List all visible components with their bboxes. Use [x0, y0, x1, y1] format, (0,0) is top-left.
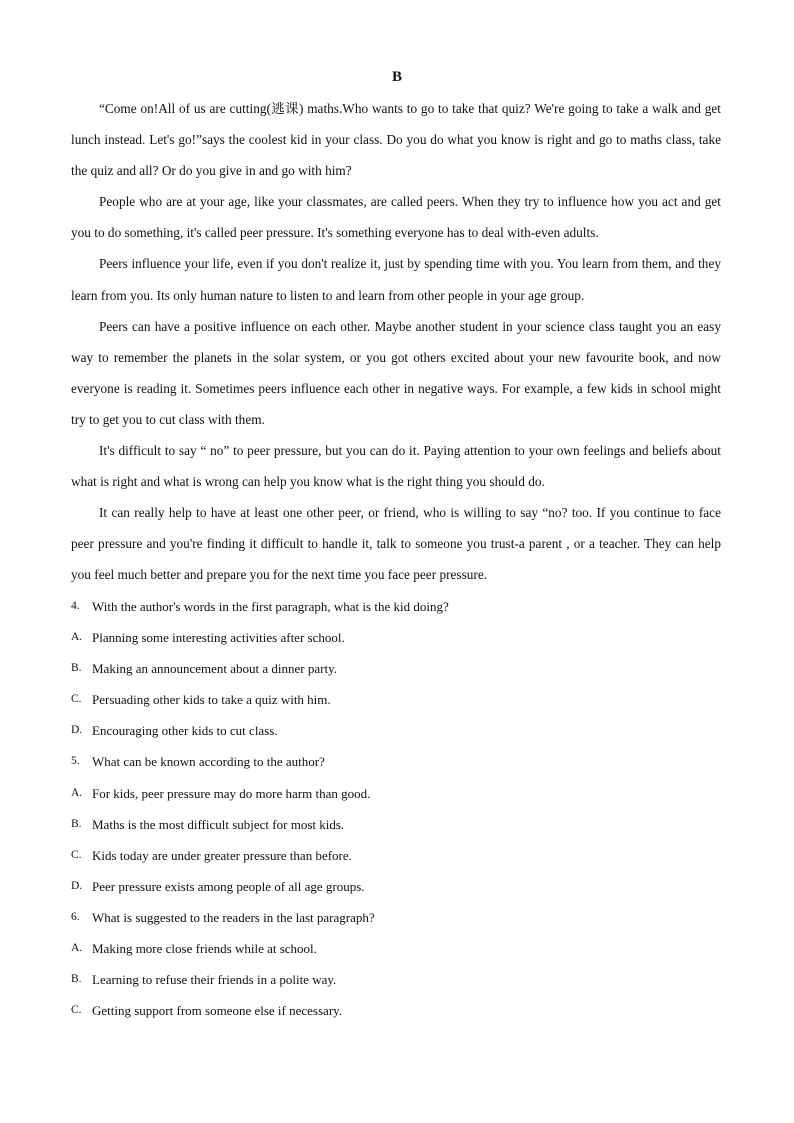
option-label: A. — [71, 942, 83, 955]
option-text: Making more close friends while at school. — [92, 941, 317, 957]
option-label: A. — [71, 786, 83, 799]
passage-paragraph-4: Peers can have a positive influence on each other. Maybe another student in your science class taught you an easy way to remember the planets in the solar system, or you got others excited about your new favourite book, and now everyone is reading it. Sometimes peers influence each other in negative ways. For example, a few kids in school might try to get you to cut class with them. — [71, 318, 721, 427]
reading-passage — [71, 93, 721, 591]
option-text: For kids, peer pressure may do more harm than good. — [92, 785, 371, 801]
question-5-option-a — [71, 778, 721, 809]
question-5-option-d — [71, 871, 721, 902]
option-text: Planning some interesting activities after school. — [92, 630, 345, 646]
question-list — [71, 591, 721, 1026]
option-label: B. — [71, 973, 82, 986]
option-text: Persuading other kids to take a quiz with him. — [92, 692, 331, 708]
question-text: What is suggested to the readers in the last paragraph? — [92, 909, 375, 925]
option-label: D. — [71, 879, 83, 892]
question-5-option-b — [71, 809, 721, 840]
option-text: Encouraging other kids to cut class. — [92, 723, 278, 739]
question-5-option-c — [71, 840, 721, 871]
question-4-stem — [71, 591, 721, 622]
passage-paragraph-2: People who are at your age, like your classmates, are called peers. When they try to influence how you act and get you to do something, it's called peer pressure. It's something everyone has to deal with-even adults. — [71, 194, 721, 241]
passage-paragraph-1: “Come on!All of us are cutting(逃课) maths.Who wants to go to take that quiz? We're going to take a walk and get lunch instead. Let's go!”says the coolest kid in your class. Do you do what you know is right and go to maths class, take the quiz and all? Or do you give in and go with him? — [71, 101, 721, 179]
option-label: C. — [71, 848, 82, 861]
option-label: A. — [71, 631, 83, 644]
question-4-option-a — [71, 622, 721, 653]
question-text: What can be known according to the author? — [92, 754, 325, 770]
passage-paragraph-3: Peers influence your life, even if you don't realize it, just by spending time with you. You learn from them, and they learn from you. Its only human nature to listen to and learn from other people in your age group. — [71, 256, 721, 303]
passage-paragraph-6: It can really help to have at least one other peer, or friend, who is willing to say “no? too. If you continue to face peer pressure and you're finding it difficult to handle it, talk to someone you trust-a parent , or a teacher. They can help you feel much better and prepare you for the next time you face peer pressure. — [71, 505, 721, 583]
question-number: 6. — [71, 910, 80, 923]
option-label: D. — [71, 724, 83, 737]
question-text: With the author's words in the first paragraph, what is the kid doing? — [92, 599, 449, 614]
question-6-option-a — [71, 933, 721, 964]
option-text: Maths is the most difficult subject for most kids. — [92, 816, 345, 832]
option-label: B. — [71, 817, 82, 830]
question-5-stem — [71, 746, 721, 777]
option-text: Peer pressure exists among people of all age groups. — [92, 878, 365, 894]
passage-paragraph-5: It's difficult to say “ no” to peer pressure, but you can do it. Paying attention to your own feelings and beliefs about what is right and what is wrong can help you know what is the right thing you should do. — [71, 443, 721, 490]
question-4-option-c — [71, 684, 721, 715]
option-label: C. — [71, 693, 82, 706]
question-6-stem — [71, 902, 721, 933]
option-label: C. — [71, 1004, 82, 1017]
question-6-option-c — [71, 995, 721, 1026]
option-label: B. — [71, 662, 82, 675]
option-text: Learning to refuse their friends in a polite way. — [92, 972, 337, 988]
question-4-option-d — [71, 715, 721, 746]
option-text: Getting support from someone else if necessary. — [92, 1003, 343, 1019]
question-6-option-b — [71, 964, 721, 995]
section-title: B — [391, 69, 402, 85]
option-text: Kids today are under greater pressure than before. — [92, 847, 352, 863]
question-number: 5. — [71, 755, 80, 768]
option-text: Making an announcement about a dinner party. — [92, 661, 337, 677]
question-4-option-b — [71, 653, 721, 684]
question-number: 4. — [71, 600, 80, 612]
